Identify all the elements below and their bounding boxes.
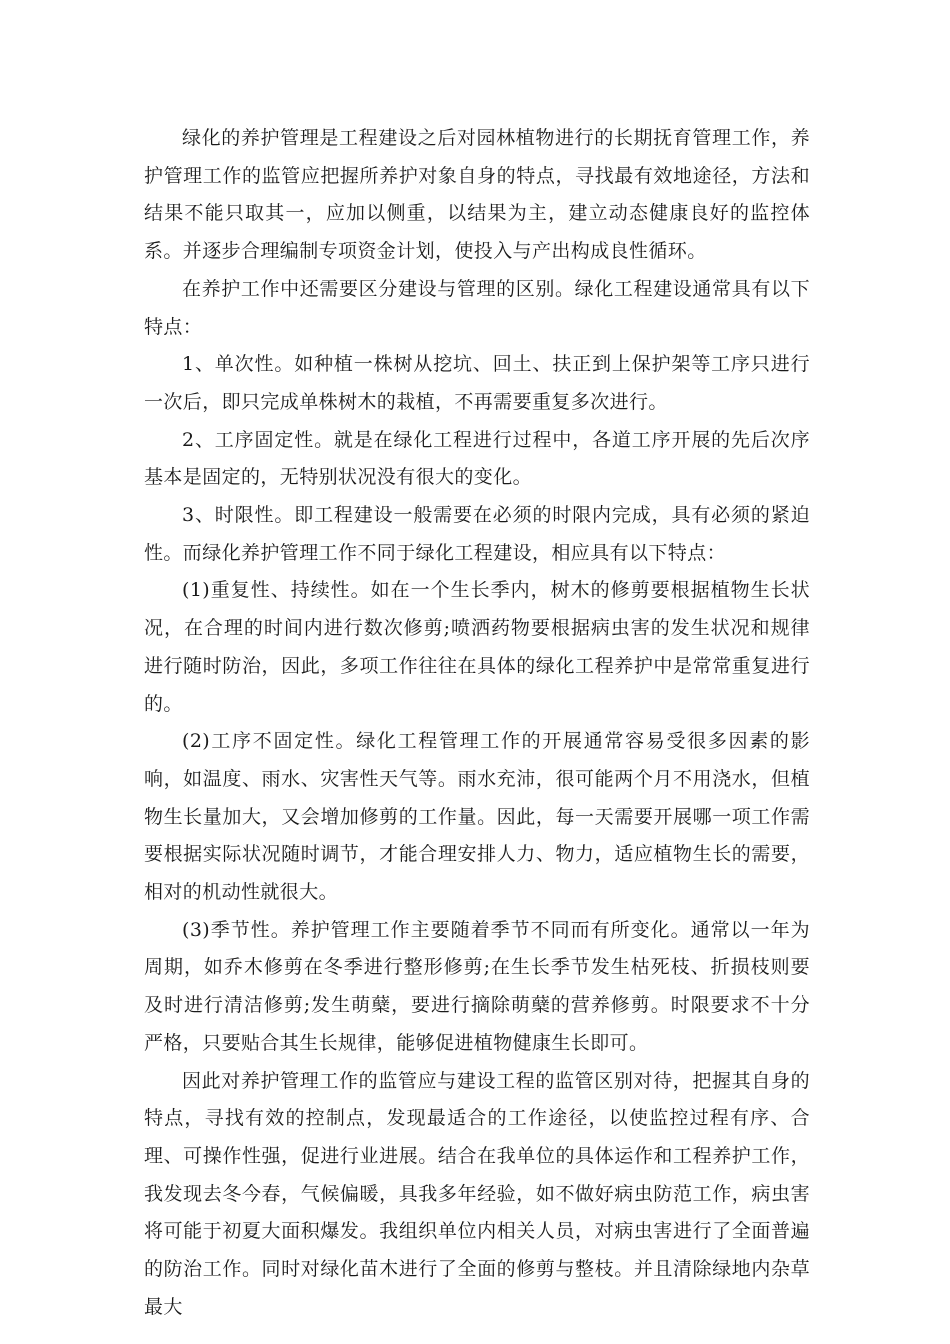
paragraph-seasonal: (3)季节性。养护管理工作主要随着季节不同而有所变化。通常以一年为周期，如乔木修剪在冬季进行整形修剪;在生长季节发生枯死枝、折损枝则要及时进行清洁修剪;发生萌蘖，要进行摘除萌蘖的营养修剪。时限要求不十分严格，只要贴合其生长规律，能够促进植物健康生长即可。 — [144, 918, 810, 1054]
paragraph-fixed-process: 2、工序固定性。就是在绿化工程进行过程中，各道工序开展的先后次序基本是固定的，无特别状况没有很大的变化。 — [144, 428, 810, 489]
paragraph-repetitive: (1)重复性、持续性。如在一个生长季内，树木的修剪要根据植物生长状况，在合理的时间内进行数次修剪;喷洒药物要根据病虫害的发生状况和规律进行随时防治，因此，多项工作往往在具体的绿化工程养护中是常常重复进行的。 — [144, 579, 810, 715]
paragraph-construction-features: 在养护工作中还需要区分建设与管理的区别。绿化工程建设通常具有以下特点： — [144, 277, 810, 338]
paragraph-supervision: 因此对养护管理工作的监管应与建设工程的监管区别对待，把握其自身的特点，寻找有效的控制点，发现最适合的工作途径，以使监控过程有序、合理、可操作性强，促进行业进展。结合在我单位的具体运作和工程养护工作，我发现去冬今春，气候偏暖，具我多年经验，如不做好病虫防范工作，病虫害将可能于初夏大面积爆发。我组织单位内相关人员，对病虫害进行了全面普遍的防治工作。同时对绿化苗木进行了全面的修剪与整枝。并且清除绿地内杂草最大 — [144, 1069, 810, 1318]
paragraph-intro: 绿化的养护管理是工程建设之后对园林植物进行的长期抚育管理工作，养护管理工作的监管应把握所养护对象自身的特点，寻找最有效地途径，方法和结果不能只取其一，应加以侧重，以结果为主，建立动态健康良好的监控体系。并逐步合理编制专项资金计划，使投入与产出构成良性循环。 — [144, 127, 810, 263]
paragraph-single-occurrence: 1、单次性。如种植一株树从挖坑、回土、扶正到上保护架等工序只进行一次后，即只完成单株树木的栽植，不再需要重复多次进行。 — [144, 353, 810, 413]
paragraph-time-limit: 3、时限性。即工程建设一般需要在必须的时限内完成，具有必须的紧迫性。而绿化养护管理工作不同于绿化工程建设，相应具有以下特点： — [144, 504, 810, 564]
paragraph-unfixed-process: (2)工序不固定性。绿化工程管理工作的开展通常容易受很多因素的影响，如温度、雨水、灾害性天气等。雨水充沛，很可能两个月不用浇水，但植物生长量加大，又会增加修剪的工作量。因此，每一天需要开展哪一项工作需要根据实际状况随时调节，才能合理安排人力、物力，适应植物生长的需要，相对的机动性就很大。 — [144, 730, 810, 904]
document-body — [144, 120, 810, 1327]
